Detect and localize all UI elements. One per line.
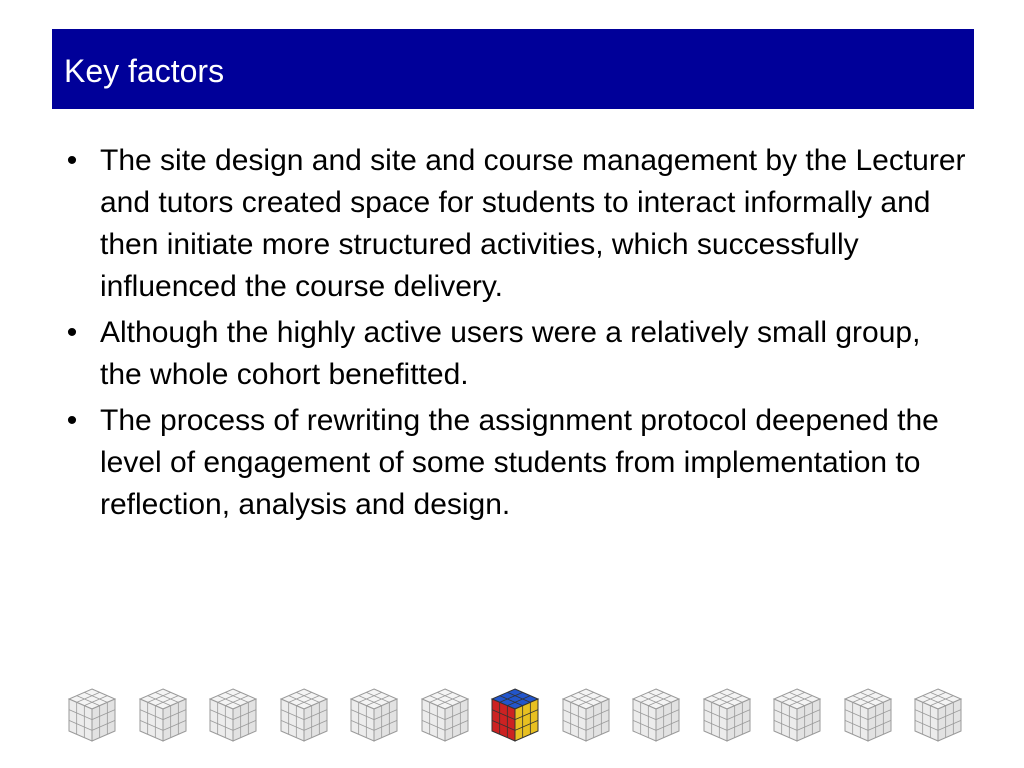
- rubiks-cube-icon: [347, 685, 401, 745]
- rubiks-cube-icon: [911, 685, 965, 745]
- rubiks-cube-icon: [418, 685, 472, 745]
- cube-decoration-strip: [65, 680, 965, 750]
- rubiks-cube-icon: [559, 685, 613, 745]
- rubiks-cube-icon: [700, 685, 754, 745]
- rubiks-cube-icon: [136, 685, 190, 745]
- bullet-dot: •: [66, 316, 78, 349]
- bullet-dot: •: [66, 144, 78, 177]
- bullet-text: Although the highly active users were a relatively small group, the whole cohort benefitted.: [100, 316, 921, 391]
- rubiks-cube-colored-icon: [488, 685, 542, 745]
- rubiks-cube-icon: [841, 685, 895, 745]
- bullet-text: The process of rewriting the assignment protocol deepened the level of engagement of some students from implementation to reflection, analysis and design.: [100, 404, 939, 521]
- rubiks-cube-icon: [629, 685, 683, 745]
- bullet-item: [60, 140, 970, 308]
- title-bar: [52, 29, 974, 109]
- rubiks-cube-icon: [65, 685, 119, 745]
- bullet-list: [60, 140, 970, 530]
- bullet-item: [60, 400, 970, 526]
- rubiks-cube-icon: [206, 685, 260, 745]
- rubiks-cube-icon: [277, 685, 331, 745]
- bullet-dot: •: [66, 404, 78, 437]
- bullet-item: [60, 312, 970, 396]
- bullet-text: The site design and site and course management by the Lecturer and tutors created space for students to interact informally and then initiate more structured activities, which successfully influenced the course delivery.: [100, 144, 966, 303]
- slide-title: Key factors: [64, 53, 225, 89]
- rubiks-cube-icon: [770, 685, 824, 745]
